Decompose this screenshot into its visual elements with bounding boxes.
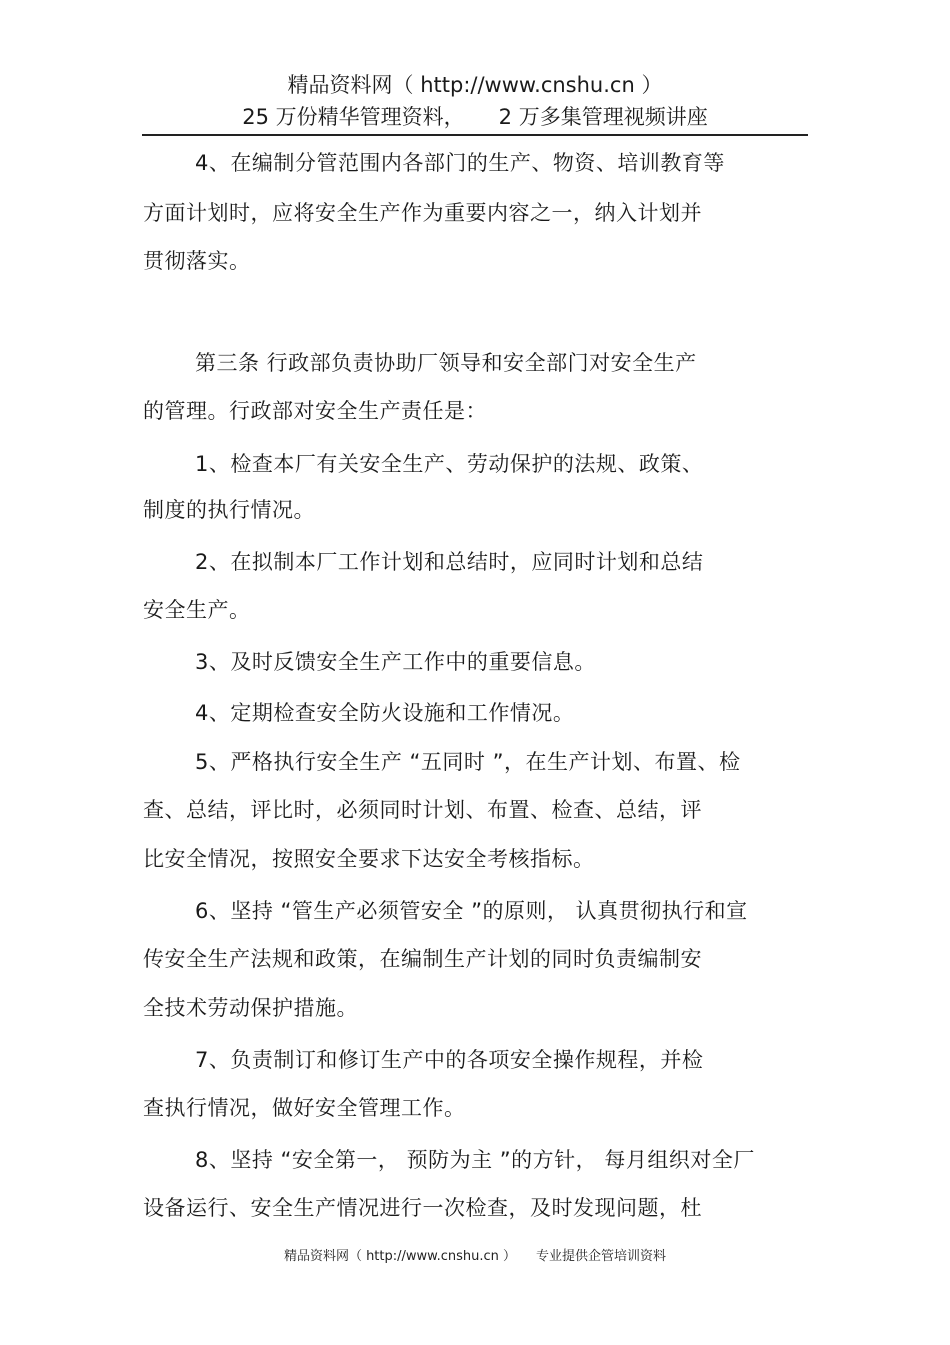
body-line: 第三条 行政部负责协助厂领导和安全部门对安全生产: [195, 351, 697, 375]
body-line: 4、定期检查安全防火设施和工作情况。: [195, 701, 575, 725]
body-line: 5、严格执行安全生产 “五同时 ”，在生产计划、布置、检: [195, 750, 741, 774]
header-tagline-left: 25 万份精华管理资料，: [242, 105, 465, 129]
header-tagline-right: 2 万多集管理视频讲座: [498, 105, 708, 129]
header-site-line: 精品资料网（ http://www.cnshu.cn ）: [287, 73, 663, 97]
body-line: 4、在编制分管范围内各部门的生产、物资、培训教育等: [195, 151, 725, 175]
body-line: 制度的执行情况。: [143, 498, 315, 522]
body-line: 8、坚持 “安全第一， 预防为主 ”的方针， 每月组织对全厂: [195, 1148, 755, 1172]
body-line: 安全生产。: [143, 598, 251, 622]
body-line: 贯彻落实。: [143, 249, 251, 273]
body-line: 7、负责制订和修订生产中的各项安全操作规程，并检: [195, 1048, 704, 1072]
footer-slogan: 专业提供企管培训资料: [536, 1249, 667, 1264]
body-line: 全技术劳动保护措施。: [143, 996, 358, 1020]
header-tagline: [0, 102, 950, 132]
body-line: 方面计划时，应将安全生产作为重要内容之一，纳入计划并: [143, 201, 702, 225]
body-line: 2、在拟制本厂工作计划和总结时，应同时计划和总结: [195, 550, 704, 574]
body-line: 6、坚持 “管生产必须管安全 ”的原则， 认真贯彻执行和宣: [195, 899, 748, 923]
body-line: 比安全情况，按照安全要求下达安全考核指标。: [143, 847, 595, 871]
header-divider: [142, 134, 808, 136]
body-line: 查、总结，评比时，必须同时计划、布置、检查、总结，评: [143, 798, 702, 822]
body-line: 3、及时反馈安全生产工作中的重要信息。: [195, 650, 596, 674]
footer-site: 精品资料网（ http://www.cnshu.cn ）: [283, 1249, 517, 1264]
body-line: 1、检查本厂有关安全生产、劳动保护的法规、政策、: [195, 452, 704, 476]
body-line: 传安全生产法规和政策，在编制生产计划的同时负责编制安: [143, 947, 702, 971]
page-footer: [0, 1247, 950, 1267]
body-line: 的管理。行政部对安全生产责任是：: [143, 399, 487, 423]
body-line: 查执行情况，做好安全管理工作。: [143, 1096, 466, 1120]
body-line: 设备运行、安全生产情况进行一次检查，及时发现问题，杜: [143, 1196, 702, 1220]
